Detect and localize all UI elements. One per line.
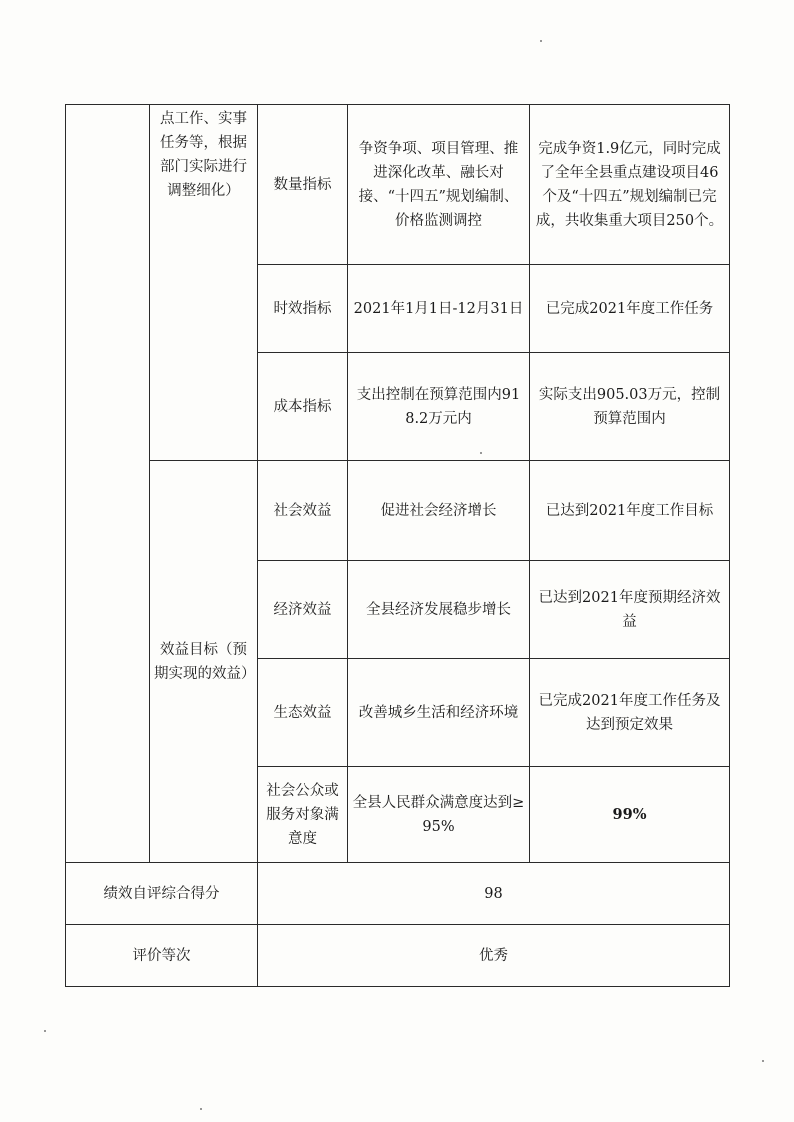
actual-social: 已达到2021年度工作目标 xyxy=(530,461,730,561)
actual-cost: 实际支出905.03万元，控制预算范围内 xyxy=(530,353,730,461)
score-value: 98 xyxy=(258,863,730,925)
grade-label: 评价等次 xyxy=(66,925,258,987)
target-economic: 全县经济发展稳步增长 xyxy=(348,561,530,659)
grade-value: 优秀 xyxy=(258,925,730,987)
benefit-target-cell: 效益目标（预期实现的效益） xyxy=(150,461,258,863)
blank-category-cell xyxy=(66,105,150,863)
target-quantity: 争资争项、项目管理、推进深化改革、融长对接、“十四五”规划编制、价格监测调控 xyxy=(348,105,530,265)
target-satisfaction: 全县人民群众满意度达到≥95% xyxy=(348,767,530,863)
indicator-satisfaction: 社会公众或服务对象满意度 xyxy=(258,767,348,863)
target-cost: 支出控制在预算范围内918.2万元内 xyxy=(348,353,530,461)
indicator-economic: 经济效益 xyxy=(258,561,348,659)
scan-speck xyxy=(762,1060,764,1062)
target-social: 促进社会经济增长 xyxy=(348,461,530,561)
scan-speck xyxy=(200,1108,202,1110)
actual-economic: 已达到2021年度预期经济效益 xyxy=(530,561,730,659)
table-row xyxy=(66,863,730,925)
target-ecological: 改善城乡生活和经济环境 xyxy=(348,659,530,767)
actual-quantity: 完成争资1.9亿元，同时完成了全年全县重点建设项目46个及“十四五”规划编制已完成，共收集重大项目250个。 xyxy=(530,105,730,265)
actual-ecological: 已完成2021年度工作任务及达到预定效果 xyxy=(530,659,730,767)
scan-speck xyxy=(480,452,482,454)
table-row xyxy=(66,461,730,561)
target-timeliness: 2021年1月1日-12月31日 xyxy=(348,265,530,353)
table-row xyxy=(66,925,730,987)
indicator-quantity: 数量指标 xyxy=(258,105,348,265)
indicator-ecological: 生态效益 xyxy=(258,659,348,767)
actual-timeliness: 已完成2021年度工作任务 xyxy=(530,265,730,353)
indicator-social: 社会效益 xyxy=(258,461,348,561)
scan-speck xyxy=(44,1030,46,1032)
indicator-cost: 成本指标 xyxy=(258,353,348,461)
scan-speck xyxy=(540,40,542,42)
output-target-cell: 点工作、实事任务等，根据部门实际进行调整细化） xyxy=(150,105,258,461)
table-row xyxy=(66,105,730,265)
score-label: 绩效自评综合得分 xyxy=(66,863,258,925)
indicator-timeliness: 时效指标 xyxy=(258,265,348,353)
actual-satisfaction: 99% xyxy=(530,767,730,863)
performance-evaluation-table xyxy=(65,104,730,987)
